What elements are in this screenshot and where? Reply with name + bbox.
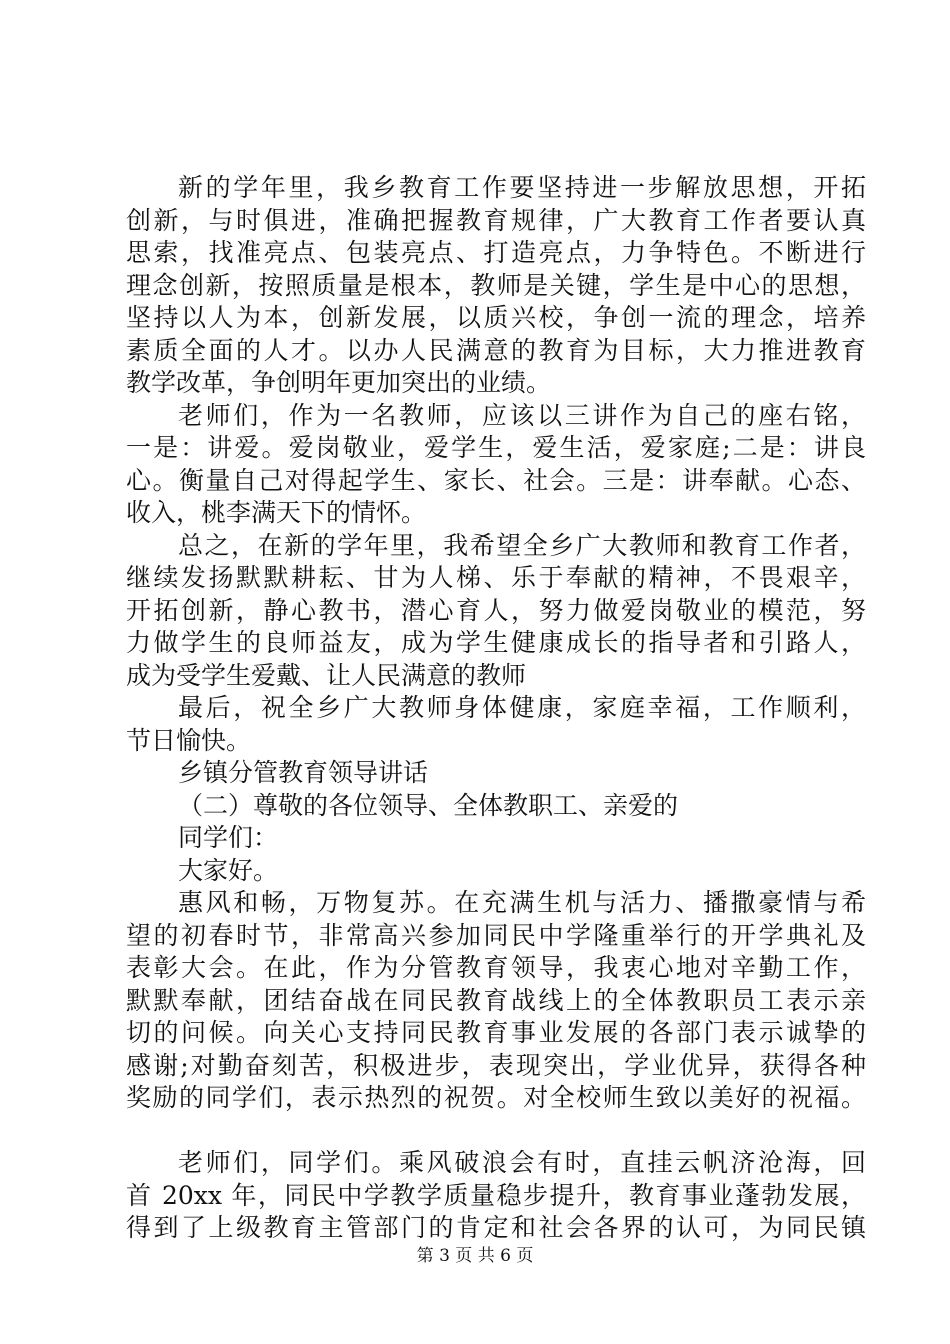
text-line: 一是：讲爱。爱岗敬业，爱学生，爱生活，爱家庭;二是：讲良 <box>126 433 866 462</box>
text-line: 继续发扬默默耕耘、甘为人梯、乐于奉献的精神，不畏艰辛， <box>126 563 866 592</box>
text-line: 收入，桃李满天下的情怀。 <box>126 498 427 527</box>
text-line: 素质全面的人才。以办人民满意的教育为目标，大力推进教育 <box>126 335 866 365</box>
text-line: 大家好。 <box>178 855 279 885</box>
text-line: 理念创新，按照质量是根本，教师是关键，学生是中心的思想， <box>126 270 866 300</box>
text-line: 最后，祝全乡广大教师身体健康，家庭幸福，工作顺利， <box>178 693 866 722</box>
text-line: 感谢;对勤奋刻苦，积极进步，表现突出，学业优异，获得各种 <box>126 1050 866 1080</box>
text-line: 成为受学生爱戴、让人民满意的教师 <box>126 660 527 690</box>
text-line: 乡镇分管教育领导讲话 <box>178 758 429 787</box>
text-line: 新的学年里，我乡教育工作要坚持进一步解放思想，开拓 <box>178 173 866 202</box>
text-line: 老师们，同学们。乘风破浪会有时，直挂云帆济沧海，回 <box>178 1148 866 1177</box>
text-line: 惠风和畅，万物复苏。在充满生机与活力、播撒豪情与希 <box>178 888 866 917</box>
text-line: 表彰大会。在此，作为分管教育领导，我衷心地对辛勤工作， <box>126 953 866 982</box>
text-line: 节日愉快。 <box>126 725 252 755</box>
document-body <box>126 172 866 1245</box>
text-line: 同学们： <box>178 823 279 852</box>
text-line: 得到了上级教育主管部门的肯定和社会各界的认可，为同民镇 <box>126 1213 866 1242</box>
text-line: 力做学生的良师益友，成为学生健康成长的指导者和引路人， <box>126 628 866 657</box>
text-line: 教学改革，争创明年更加突出的业绩。 <box>126 368 552 397</box>
page-footer: 第 3 页 共 6 页 <box>416 1246 534 1266</box>
text-line: 老师们，作为一名教师，应该以三讲作为自己的座右铭， <box>178 400 866 430</box>
text-line: 切的问候。向关心支持同民教育事业发展的各部门表示诚挚的 <box>126 1018 866 1047</box>
text-line: 开拓创新，静心教书，潜心育人，努力做爱岗敬业的模范，努 <box>126 595 866 625</box>
text-line: 创新，与时俱进，准确把握教育规律，广大教育工作者要认真 <box>126 205 866 235</box>
text-line: 首 20xx 年，同民中学教学质量稳步提升，教育事业蓬勃发展， <box>126 1180 866 1210</box>
text-line: 心。衡量自己对得起学生、家长、社会。三是：讲奉献。心态、 <box>126 465 866 495</box>
paragraph-gap <box>126 1115 866 1148</box>
text-line: 总之，在新的学年里，我希望全乡广大教师和教育工作者， <box>178 530 866 560</box>
text-line: 坚持以人为本，创新发展，以质兴校，争创一流的理念，培养 <box>126 303 866 332</box>
text-line: 思索，找准亮点、包装亮点、打造亮点，力争特色。不断进行 <box>126 238 866 267</box>
text-line: （二）尊敬的各位领导、全体教职工、亲爱的 <box>178 790 679 820</box>
text-line: 望的初春时节，非常高兴参加同民中学隆重举行的开学典礼及 <box>126 920 866 950</box>
text-line: 奖励的同学们，表示热烈的祝贺。对全校师生致以美好的祝福。 <box>126 1083 866 1112</box>
text-line: 默默奉献，团结奋战在同民教育战线上的全体教职员工表示亲 <box>126 985 866 1015</box>
